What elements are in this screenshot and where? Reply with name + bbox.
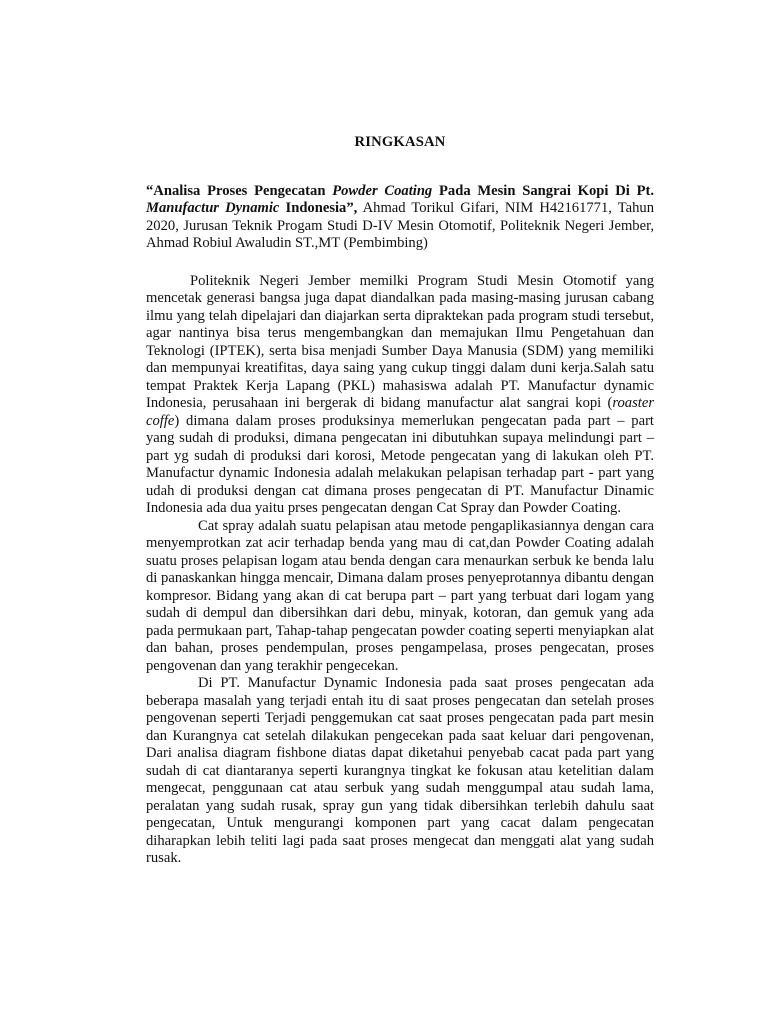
paragraph-1-italic-term: roaster coffe: [146, 395, 654, 429]
document-body: [146, 134, 654, 868]
citation-open-quote: “: [146, 182, 154, 199]
body-paragraph-2: Cat spray adalah suatu pelapisan atau metode pengaplikasiannya dengan cara menyemprotkan zat acir terhadap benda yang mau di cat,dan Powder Coating adalah suatu proses pelapisan logam atau benda dengan cara menaurkan serbuk ke benda lalu di panaskankan hingga mencair, Dimana dalam proses penyeprotannya dibantu dengan kompresor. Bidang yang akan di cat berupa part – part yang terbuat dari logam yang sudah di dempul dan dibersihkan dari debu, minyak, kotoran, dan gemuk yang ada pada permukaan part, Tahap-tahap pengecatan powder coating seperti menyiapkan alat dan bahan, proses pendempulan, proses pengampelasa, proses pengecatan, proses pengovenan dan yang terakhir pengecekan.: [146, 517, 654, 674]
citation-title-part-3: Indonesia”,: [279, 200, 358, 216]
paragraph-1-text-b: ) dimana dalam proses produksinya memerlukan pengecatan pada part – part yang sudah di produksi, dimana pengecatan ini dibutuhkan supaya melindungi part – part yg sudah di produksi dari korosi, Metode pengecatan yang di lakukan oleh PT. Manufactur dynamic Indonesia adalah melakukan pelapisan terhadap part - part yang udah di produksi dengan cat dimana proses pengecatan di PT. Manufactur Dinamic Indonesia ada dua yaitu prses pengecatan dengan Cat Spray dan Powder Coating.: [146, 412, 654, 516]
body-paragraph-3: Di PT. Manufactur Dynamic Indonesia pada saat proses pengecatan ada beberapa masalah yang terjadi entah itu di saat proses pengecatan dan setelah proses pengovenan seperti Terjadi penggemukan cat saat proses pengecatan pada part mesin dan Kurangnya cat setelah dilakukan pengecekan pada saat keluar dari pengovenan, Dari analisa diagram fishbone diatas dapat diketahui penyebab cacat pada part yang sudah di cat diantaranya seperti kurangnya tingkat ke fokusan atau ketelitian dalam mengecat, penggunaan cat atau serbuk yang sudah menggumpal atau sudah lama, peralatan yang sudah rusak, spray gun yang tidak dibersihkan terlebih dahulu saat pengecatan, Untuk mengurangi komponen part yang cacat dalam pengecatan diharapkan lebih teliti lagi pada saat proses mengecat dan menggati alat yang sudah rusak.: [146, 675, 654, 866]
citation-details: Ahmad Torikul Gifari, NIM H42161771, Tahun 2020, Jurusan Teknik Progam Studi D-IV Mesin Otomotif, Politeknik Negeri Jember, Ahmad Robiul Awaludin ST.,MT (Pembimbing): [146, 200, 655, 251]
citation-title-part-2: Pada Mesin Sangrai Kopi Di Pt.: [432, 182, 655, 199]
citation-title-part-1: Analisa Proses Pengecatan: [153, 182, 333, 199]
citation-title-italic-1: Powder Coating: [332, 182, 433, 199]
citation-block: [146, 183, 654, 253]
citation-title-italic-2: Manufactur Dynamic: [146, 200, 280, 216]
body-paragraph-1: [146, 273, 654, 518]
page-title: RINGKASAN: [354, 134, 446, 150]
paragraph-1-text-a: Politeknik Negeri Jember memilki Program Studi Mesin Otomotif yang mencetak generasi bangsa juga dapat diandalkan pada masing-masing jurusan cabang ilmu yang telah dipelajari dan diajarkan serta dipraktekan pada program studi tersebut, agar nantinya bisa terus mengembangkan dan memajukan Ilmu Pengetahuan dan Teknologi (IPTEK), serta bisa menjadi Sumber Daya Manusia (SDM) yang memiliki dan mempunyai kreatifitas, daya saing yang cukup tinggi dalam duni kerja.Salah satu tempat Praktek Kerja Lapang (PKL) mahasiswa adalah PT. Manufactur dynamic Indonesia, perusahaan ini bergerak di bidang manufactur alat sangrai kopi (: [146, 272, 654, 411]
